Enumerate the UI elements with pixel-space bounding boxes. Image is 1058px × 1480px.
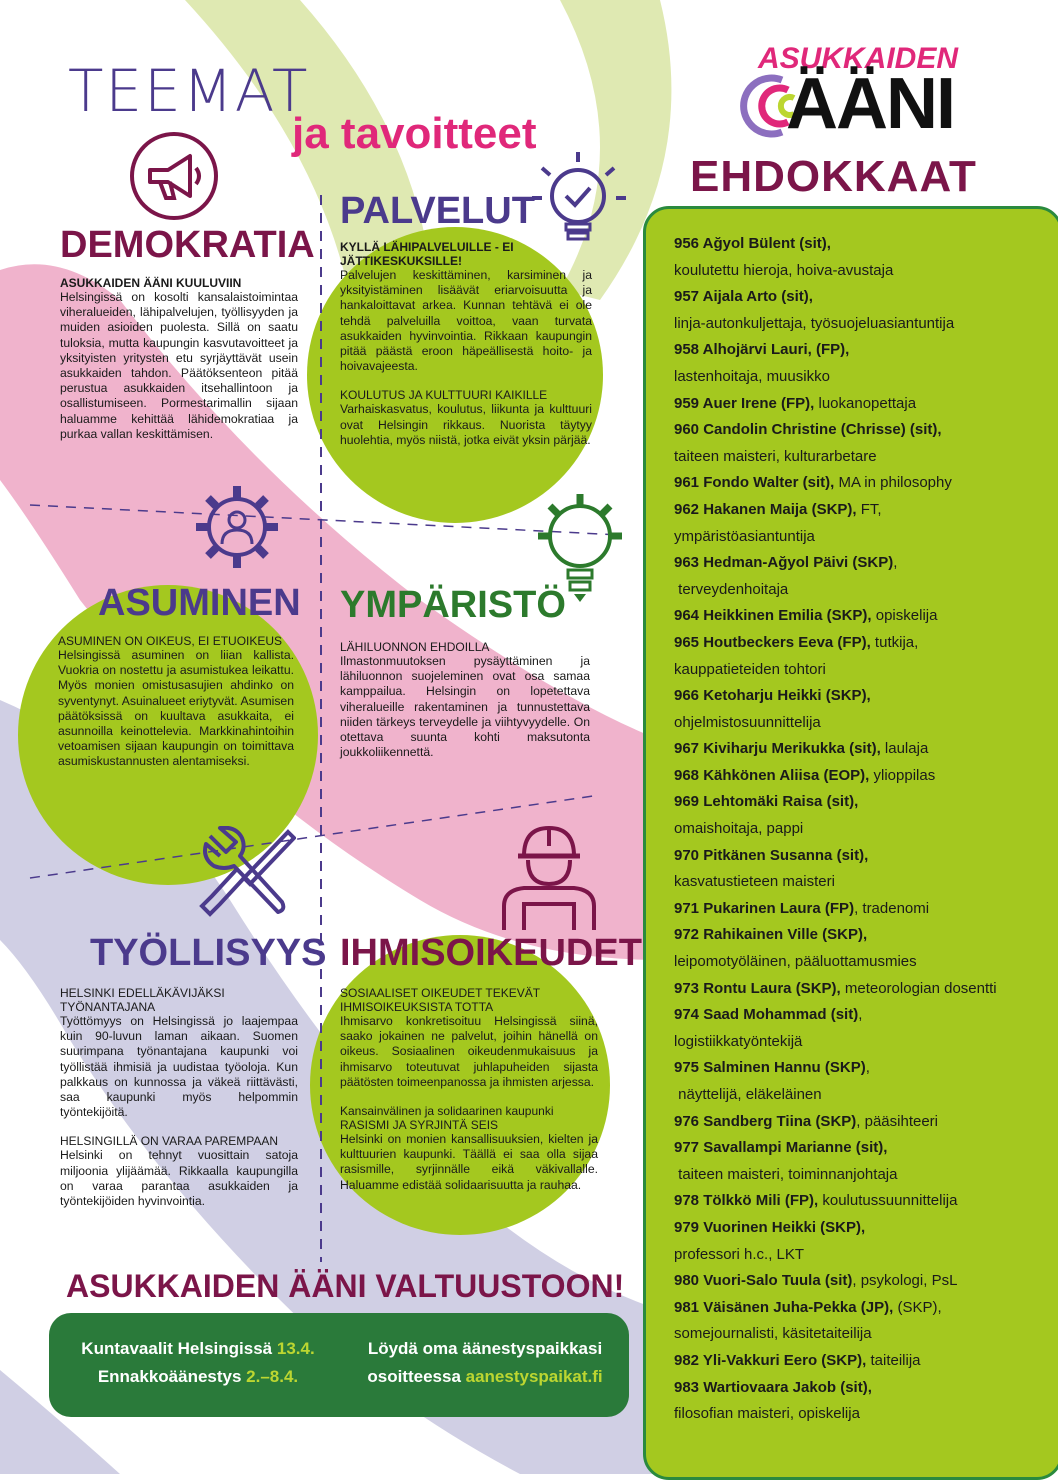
candidate-name: 963 Hedman-Ağyol Päivi (SKP) [674, 554, 894, 572]
candidate-description: laulaja [880, 740, 929, 758]
palvelut-text: Palvelujen keskittäminen, karsiminen ja yksityistäminen lisäävät eriarvoisuutta ja hankaloittavat arkea. Kunnan tehtävä ei ole tehdä palveluilla voittoa, vaan turvata asukkaiden hyvinvointia. Rikkaan kaupungin pitää päästä eroon häpeällisestä hoito- ja hoivavajeesta. [340, 268, 592, 374]
palvelut-text-2: Varhaiskasvatus, koulutus, liikunta ja kulttuuri ovat Helsingin rikkaus. Nuorista täytyy huolehtia, myös niistä, jotka eivät yksin pärjää. [340, 402, 592, 447]
candidate-occupation: taiteen maisteri, toiminnanjohtaja [674, 1165, 898, 1183]
tyollisyys-text-2: Helsinki on tehnyt vuosittain satoja miljoonia ylijäämää. Rikkaalla kaupungilla on varaa parantaa asukkaiden ja työntekijöiden hyvinvointia. [60, 1148, 298, 1209]
polling-place-prefix: osoitteessa [367, 1367, 466, 1386]
candidate-entry [674, 284, 1044, 337]
candidate-entry [674, 1188, 1044, 1215]
ihmisoikeudet-heading: IHMISOIKEUDET [340, 932, 642, 974]
candidate-name: 980 Vuori-Salo Tuula (sit) [674, 1272, 853, 1290]
candidate-entry [674, 922, 1044, 975]
election-dates [67, 1335, 329, 1391]
candidate-entry [674, 1375, 1044, 1428]
ihmisoikeudet-subheading: SOSIAALISET OIKEUDET TEKEVÄT IHMISOIKEUKSISTA TOTTA [340, 986, 540, 1014]
candidate-entry [674, 789, 1044, 842]
candidate-entry [674, 1295, 1044, 1348]
polling-place-text: Löydä oma äänestyspaikkasi [367, 1339, 603, 1358]
candidate-occupation: lastenhoitaja, muusikko [674, 367, 830, 385]
candidate-entry [674, 896, 1044, 923]
candidate-name: 975 Salminen Hannu (SKP) [674, 1059, 866, 1077]
candidate-name: 979 Vuorinen Heikki (SKP), [674, 1218, 866, 1236]
candidate-name: 967 Kiviharju Merikukka (sit), [674, 740, 881, 758]
candidate-entry [674, 1109, 1044, 1136]
candidate-name: 982 Yli-Vakkuri Eero (SKP), [674, 1351, 867, 1369]
candidate-description: opiskelija [871, 607, 938, 625]
page-title: TEEMAT [68, 57, 310, 125]
candidate-description: taiteilija [866, 1351, 921, 1369]
demokratia-heading: DEMOKRATIA [60, 224, 315, 266]
candidate-description: , [858, 1006, 863, 1024]
ihmisoikeudet-subheading-2a: Kansainvälinen ja solidaarinen kaupunki [340, 1104, 554, 1119]
candidate-name: 966 Ketoharju Heikki (SKP), [674, 687, 871, 705]
candidate-name: 956 Ağyol Bülent (sit), [674, 235, 831, 252]
candidate-name: 965 Houtbeckers Eeva (FP), [674, 633, 871, 651]
worker-icon [494, 820, 604, 932]
candidate-occupation: logistiikkatyöntekijä [674, 1032, 803, 1050]
election-day-date: 13.4. [276, 1339, 315, 1358]
candidate-occupation: filosofian maisteri, opiskelija [674, 1405, 860, 1423]
advance-voting-dates: 2.–8.4. [246, 1367, 299, 1386]
candidate-occupation: omaishoitaja, pappi [674, 820, 804, 838]
candidate-description: , tradenomi [854, 899, 930, 917]
candidate-name: 977 Savallampi Marianne (sit), [674, 1139, 888, 1157]
candidate-name: 981 Väisänen Juha-Pekka (JP), [674, 1298, 894, 1316]
slogan: ASUKKAIDEN ÄÄNI VALTUUSTOON! [66, 1268, 625, 1304]
candidate-occupation: professori h.c., LKT [674, 1245, 805, 1263]
candidate-occupation: ohjelmistosuunnittelija [674, 713, 821, 731]
candidate-name: 958 Alhojärvi Lauri, (FP), [674, 341, 850, 359]
asuminen-heading: ASUMINEN [98, 582, 301, 624]
candidate-name: 972 Rahikainen Ville (SKP), [674, 926, 868, 944]
candidate-name: 959 Auer Irene (FP), [674, 394, 815, 412]
candidate-description: , [893, 554, 898, 572]
candidate-name: 957 Aijala Arto (sit), [674, 288, 813, 306]
candidate-entry [674, 603, 1044, 630]
candidate-occupation: kauppatieteiden tohtori [674, 660, 826, 678]
candidate-description: FT, [856, 500, 882, 518]
tyollisyys-section [60, 986, 298, 1209]
candidate-entry [674, 231, 1044, 284]
candidate-entry [674, 736, 1044, 763]
candidates-title: EHDOKKAAT [690, 152, 977, 201]
candidate-description: koulutussuunnittelija [818, 1192, 958, 1210]
candidate-name: 960 Candolin Christine (Chrisse) (sit), [674, 421, 942, 439]
candidate-entry [674, 1135, 1044, 1188]
candidate-description: ylioppilas [869, 766, 936, 784]
candidate-entry [674, 550, 1044, 603]
candidate-occupation: taiteen maisteri, kulturarbetare [674, 447, 877, 465]
candidate-description: , [865, 1059, 870, 1077]
wrench-screwdriver-icon [196, 826, 296, 918]
candidate-description: tutkija, [870, 633, 919, 651]
asuminen-text: Helsingissä asuminen on liian kallista. Vuokria on nostettu ja asumistukea leikattu. Myös monien omistusasujien ahdinko on syventynyt. Asuinalueet eriytyvät. Asumisen päätöksissä on kuultava asukkaita, ei asunnoilla keinottelevia. Markkinahintoihin vetoamisen sijaan kaupungin on toimittava asumiskustannusten alentamiseksi. [58, 648, 294, 769]
candidate-description: meteorologian dosentti [840, 979, 997, 997]
tyollisyys-heading: TYÖLLISYYS [90, 932, 327, 974]
candidate-entry [674, 976, 1044, 1003]
polling-place-info [351, 1335, 619, 1391]
candidate-entry [674, 1268, 1044, 1295]
lightbulb-check-icon [530, 150, 630, 250]
candidate-occupation: somejournalisti, käsitetaiteilija [674, 1325, 872, 1343]
ihmisoikeudet-section [340, 986, 598, 1193]
candidate-name: 976 Sandberg Tiina (SKP) [674, 1112, 857, 1130]
candidate-description: , psykologi, PsL [852, 1272, 958, 1290]
ihmisoikeudet-subheading-2b: RASISMI JA SYRJINTÄ SEIS [340, 1118, 499, 1133]
tyollisyys-subheading: HELSINKI EDELLÄKÄVIJÄKSI TYÖNANTAJANA [60, 986, 225, 1014]
candidate-description: MA in philosophy [834, 474, 952, 492]
candidate-entry [674, 1055, 1044, 1108]
ymparisto-section [340, 640, 590, 760]
candidate-entry [674, 497, 1044, 550]
candidate-entry [674, 417, 1044, 470]
candidate-occupation: terveydenhoitaja [674, 580, 789, 598]
candidate-occupation: koulutettu hieroja, hoiva-avustaja [674, 261, 894, 279]
megaphone-icon [128, 130, 220, 222]
candidate-name: 973 Rontu Laura (SKP), [674, 979, 841, 997]
candidate-name: 974 Saad Mohammad (sit) [674, 1006, 859, 1024]
candidate-entry [674, 1002, 1044, 1055]
demokratia-section [60, 276, 298, 442]
advance-voting-label: Ennakkoäänestys [97, 1367, 247, 1386]
polling-place-link[interactable]: aanestyspaikat.fi [465, 1367, 603, 1386]
palvelut-subheading-2: KOULUTUS JA KULTTUURI KAIKILLE [340, 388, 548, 403]
candidate-name: 978 Tölkkö Mili (FP), [674, 1192, 819, 1210]
candidate-occupation: ympäristöasiantuntija [674, 527, 815, 545]
candidate-occupation: linja-autonkuljettaja, työsuojeluasiantuntija [674, 314, 955, 332]
candidate-name: 983 Wartiovaara Jakob (sit), [674, 1378, 872, 1396]
candidate-entry [674, 683, 1044, 736]
candidate-description: (SKP), [893, 1298, 942, 1316]
palvelut-section [340, 240, 592, 448]
candidate-description: , pääsihteeri [856, 1112, 938, 1130]
candidate-entry [674, 1348, 1044, 1375]
ymparisto-heading: YMPÄRISTÖ [340, 584, 566, 626]
ihmisoikeudet-text: Ihmisarvo konkretisoituu Helsingissä siinä, saako jokainen ne palvelut, joihin hänellä on oikeus. Sosiaalinen oikeudenmukaisuus ja ihmisarvo toteutuvat juhlapuheiden sijasta päätösten toimeenpanossa ja ihmisten arjessa. [340, 1014, 598, 1089]
candidate-description: luokanopettaja [814, 394, 917, 412]
candidate-name: 968 Kähkönen Aliisa (EOP), [674, 766, 870, 784]
tyollisyys-subheading-2: HELSINGILLÄ ON VARAA PAREMPAAN [60, 1134, 279, 1149]
election-info-box [49, 1313, 629, 1417]
asuminen-section [58, 634, 294, 770]
candidate-occupation: kasvatustieteen maisteri [674, 873, 835, 891]
candidate-entry [674, 470, 1044, 497]
candidate-occupation: näyttelijä, eläkeläinen [674, 1086, 822, 1103]
candidate-entry [674, 1215, 1044, 1268]
demokratia-text: Helsingissä on kosolti kansalaistoimintaa viheralueiden, lähipalvelujen, työllisyyden ja muiden asioiden puolesta. Sillä on saatu tuloksia, mutta kaupungin kasvutavoitteet ja yksityisten yritysten etu syrjäyttävät usein asukkaiden tahdon. Päätöksenteon pitää perustua asukkaiden itsehallintoon ja osallistumiseen. Pormestarimallin sijaan haluamme kehittää lähidemokratiaa ja purkaa vallan keskittämisen. [60, 290, 298, 441]
candidate-name: 964 Heikkinen Emilia (SKP), [674, 607, 872, 625]
candidate-entry [674, 337, 1044, 390]
candidate-entry [674, 843, 1044, 896]
logo-bottom-text: ÄÄNI [786, 64, 954, 144]
candidate-name: 962 Hakanen Maija (SKP), [674, 500, 857, 518]
candidate-name: 971 Pukarinen Laura (FP) [674, 899, 855, 917]
election-day-label: Kuntavaalit Helsingissä [81, 1339, 277, 1358]
candidate-name: 969 Lehtomäki Raisa (sit), [674, 793, 859, 811]
demokratia-subheading: ASUKKAIDEN ÄÄNI KUULUVIIN [60, 276, 242, 290]
candidates-list [674, 231, 1044, 1428]
candidate-name: 961 Fondo Walter (sit), [674, 474, 835, 492]
candidate-entry [674, 763, 1044, 790]
ymparisto-subheading: LÄHILUONNON EHDOILLA [340, 640, 490, 654]
tyollisyys-text: Työttömyys on Helsingissä jo laajempaa kuin 90-luvun laman aikaan. Suomen suurimpana työnantajana kaupunki voi työllistää ihmisiä ja uudistaa työoloja. Kun palkkaus on kunnossa ja väkeä riittävästi, saa kaupunki myös helpommin työntekijöitä. [60, 1014, 298, 1120]
ihmisoikeudet-text-2: Helsinki on monien kansallisuuksien, kielten ja kulttuurien kaupunki. Täällä ei saa olla sijaa rasismille, syrjinnälle eikä väkivallalle. Haluamme edistää solidaarisuutta ja rauhaa. [340, 1132, 598, 1192]
asuminen-subheading: ASUMINEN ON OIKEUS, EI ETUOIKEUS [58, 634, 283, 648]
ymparisto-text: Ilmastonmuutoksen pysäyttäminen ja lähiluonnon suojeleminen ovat osa samaa kamppailua. Helsingin on lopetettava viheralueille rakentaminen ja tunnustettava niiden tärkeys terveydelle ja viihtyvyydelle. On otettava suunta kohti maksutonta joukkoliikennettä. [340, 654, 590, 760]
palvelut-heading: PALVELUT [340, 190, 535, 232]
logo [722, 42, 962, 142]
candidate-name: 970 Pitkänen Susanna (sit), [674, 846, 869, 864]
gear-person-icon [192, 482, 282, 572]
candidate-entry [674, 391, 1044, 418]
logo-top-text: ASUKKAIDEN [758, 42, 959, 75]
candidate-occupation: leipomotyöläinen, pääluottamusmies [674, 953, 917, 971]
candidate-entry [674, 630, 1044, 683]
page-subtitle: ja tavoitteet [292, 109, 537, 158]
palvelut-subheading: KYLLÄ LÄHIPALVELUILLE - EI JÄTTIKESKUKSILLE! [340, 240, 514, 268]
